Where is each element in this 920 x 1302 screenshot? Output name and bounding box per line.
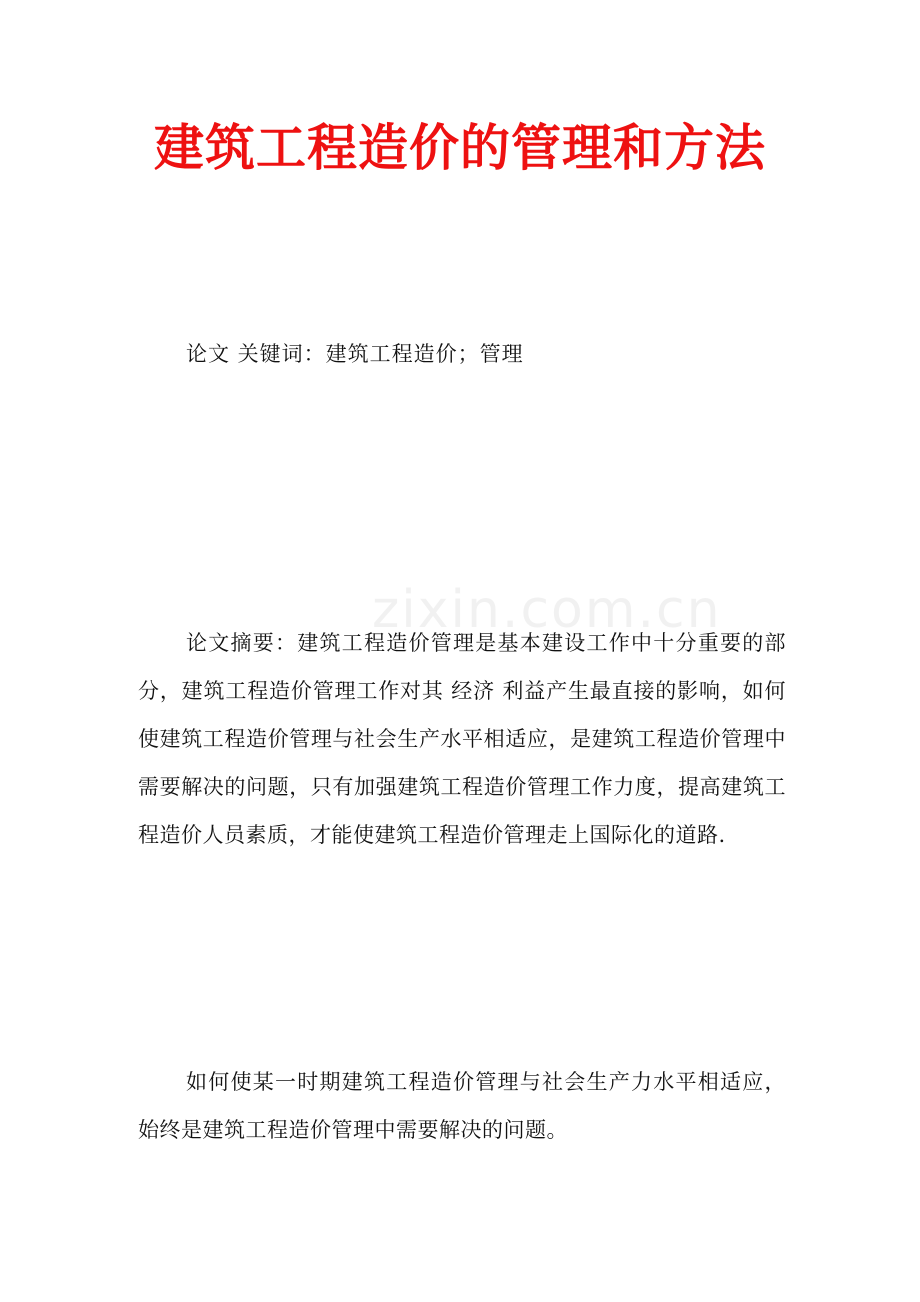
abstract-paragraph: 论文摘要：建筑工程造价管理是基本建设工作中十分重要的部分，建筑工程造价管理工作对其 经济 利益产生最直接的影响，如何使建筑工程造价管理与社会生产水平相适应，是建筑工程造价管理中需要解决的问题，只有加强建筑工程造价管理工作力度，提高建筑工程造价人员素质，才能使建筑工程造价管理走上国际化的道路. [138,631,786,847]
body-paragraph: 如何使某一时期建筑工程造价管理与社会生产力水平相适应，始终是建筑工程造价管理中需要解决的问题。 [138,1070,786,1142]
watermark: zixin.com.cn [372,580,722,640]
document-title: 建筑工程造价的管理和方法 [154,119,766,177]
keywords-line: 论文 关键词：建筑工程造价；管理 [186,342,524,366]
